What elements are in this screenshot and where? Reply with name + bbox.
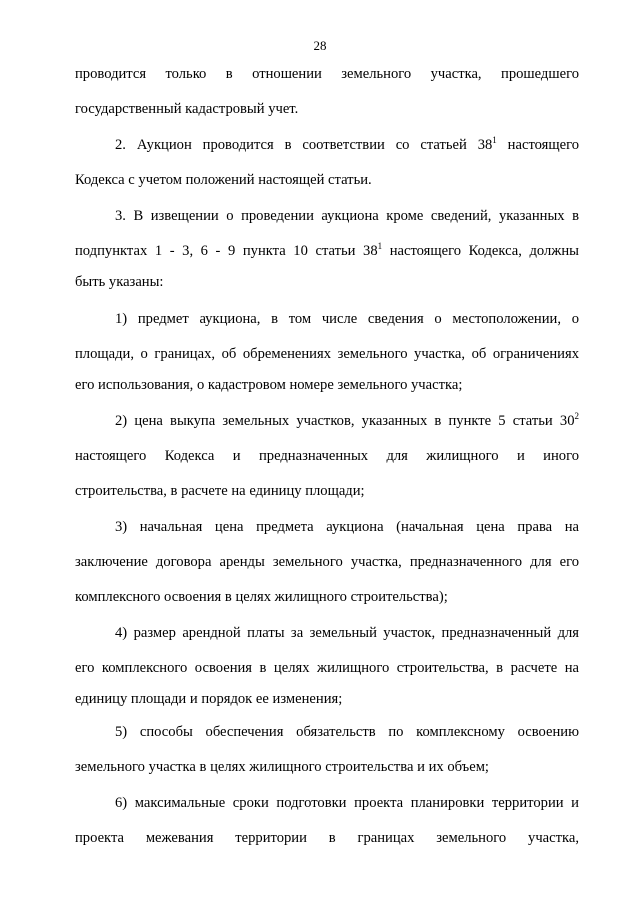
text-segment: 2. Аукцион проводится в соответствии со статьей 38: [115, 137, 493, 153]
text-segment: подпунктах 1 - 3, 6 - 9 пункта 10 статьи 38: [75, 243, 378, 259]
text-line: настоящего Кодекса и предназначенных для жилищного и иного: [75, 448, 579, 464]
text-line: 1) предмет аукциона, в том числе сведения о местоположении, о: [115, 311, 579, 327]
subitem-2: [75, 412, 579, 501]
text-line: быть указаны:: [75, 274, 164, 290]
subitem-3: [75, 518, 579, 607]
text-line: строительства, в расчете на единицу площади;: [75, 483, 365, 499]
superscript: 1: [377, 241, 383, 251]
paragraph-item-3: [75, 207, 579, 292]
page-number: 28: [313, 38, 327, 53]
subitem-6: [75, 794, 579, 848]
paragraph-item-2: [75, 136, 579, 190]
text-line: 3. В извещении о проведении аукциона кроме сведений, указанных в: [115, 208, 579, 224]
text-line: земельного участка в целях жилищного строительства и их объем;: [75, 759, 489, 775]
paragraph-continuation: [75, 65, 579, 119]
text-line: 4) размер арендной платы за земельный участок, предназначенный для: [115, 625, 579, 641]
text-line: проводится только в отношении земельного участка, прошедшего: [75, 66, 579, 82]
superscript: 2: [574, 411, 579, 421]
text-line: 5) способы обеспечения обязательств по комплексному освоению: [115, 724, 579, 740]
subitem-4: [75, 624, 579, 709]
text-line: его использования, о кадастровом номере земельного участка;: [75, 377, 463, 393]
text-line: [75, 412, 579, 431]
superscript: 1: [492, 135, 497, 145]
subitem-5: [75, 723, 579, 777]
text-line: [75, 242, 579, 261]
text-line: площади, о границах, об обременениях земельного участка, об ограничениях: [75, 346, 579, 362]
text-line: Кодекса с учетом положений настоящей статьи.: [75, 172, 372, 188]
text-segment: настоящего Кодекса, должны: [382, 243, 579, 259]
text-line: [75, 136, 579, 155]
text-line: проекта межевания территории в границах земельного участка,: [75, 830, 579, 846]
text-line: его комплексного освоения в целях жилищного строительства, в расчете на: [75, 660, 579, 676]
text-line: заключение договора аренды земельного участка, предназначенного для его: [75, 554, 579, 570]
text-segment: настоящего: [496, 137, 579, 153]
text-line: комплексного освоения в целях жилищного строительства);: [75, 589, 448, 605]
text-line: единицу площади и порядок ее изменения;: [75, 691, 343, 707]
text-segment: 2) цена выкупа земельных участков, указанных в пункте 5 статьи 30: [115, 413, 575, 429]
text-line: 3) начальная цена предмета аукциона (начальная цена права на: [115, 519, 579, 535]
subitem-1: [75, 310, 579, 395]
text-line: 6) максимальные сроки подготовки проекта планировки территории и: [115, 795, 579, 811]
text-line: государственный кадастровый учет.: [75, 101, 299, 117]
